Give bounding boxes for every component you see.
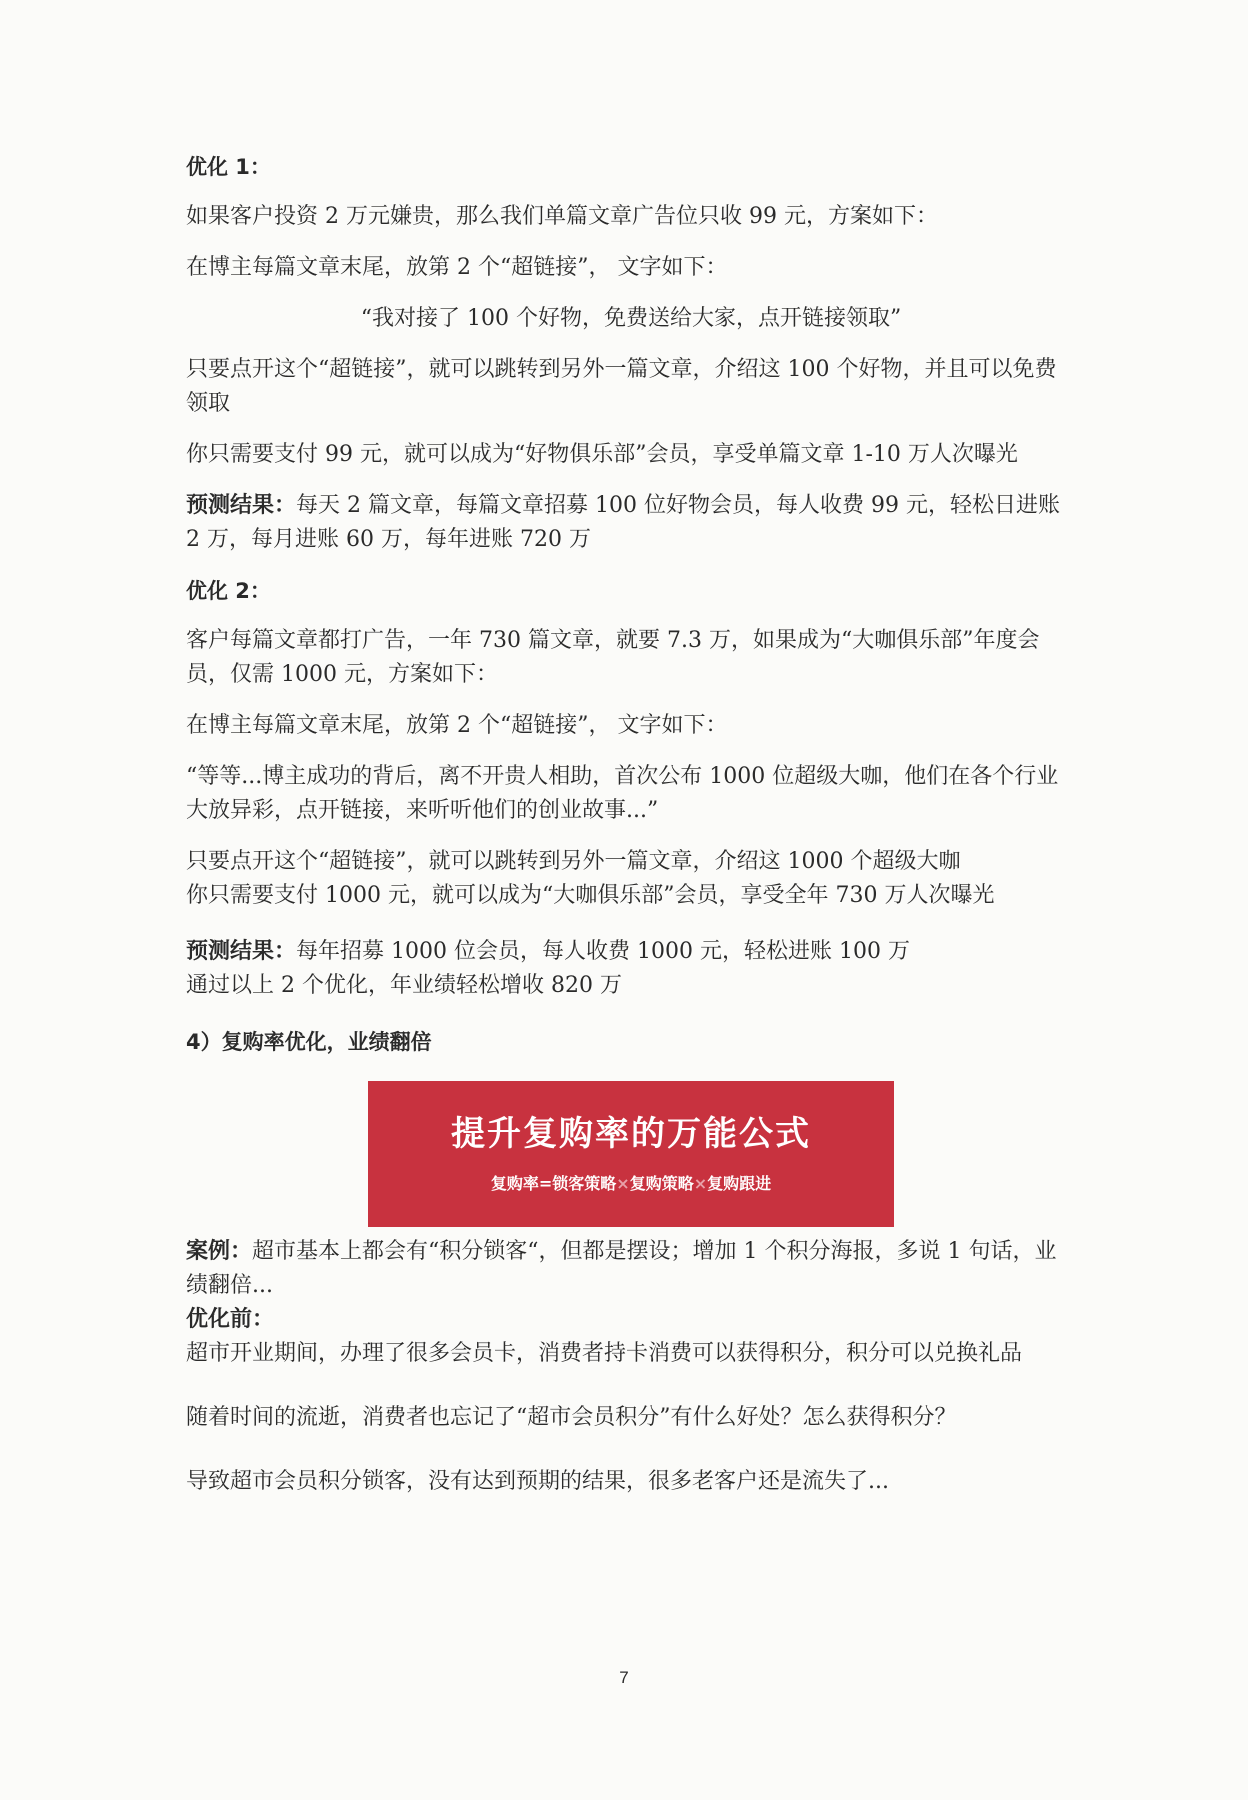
quote: “等等...博主成功的背后，离不开贵人相助，首次公布 1000 位超级大咖，他们在各个行业大放异彩，点开链接，来听听他们的创业故事...” <box>186 764 1059 823</box>
case-paragraph <box>186 1235 1076 1303</box>
paragraph: 在博主每篇文章末尾，放第 2 个“超链接”， 文字如下： <box>186 713 728 738</box>
case-text: 超市基本上都会有“积分锁客“，但都是摆设；增加 1 个积分海报，多说 1 句话，业绩翻倍... <box>186 1239 1057 1298</box>
paragraph: 在博主每篇文章末尾，放第 2 个“超链接”， 文字如下： <box>186 255 728 280</box>
prediction-result <box>186 935 1076 969</box>
banner-formula <box>491 1172 771 1196</box>
page-number: 7 <box>619 1668 629 1687</box>
banner-title: 提升复购率的万能公式 <box>451 1114 811 1154</box>
paragraph: 导致超市会员积分锁客，没有达到预期的结果，很多老客户还是流失了... <box>186 1469 889 1494</box>
multiply-icon: × <box>693 1174 708 1193</box>
formula-part: 复购跟进 <box>707 1174 772 1193</box>
paragraph: 随着时间的流逝，消费者也忘记了“超市会员积分”有什么好处？怎么获得积分？ <box>186 1405 957 1430</box>
paragraph: 如果客户投资 2 万元嫌贵，那么我们单篇文章广告位只收 99 元，方案如下： <box>186 204 938 229</box>
summary: 通过以上 2 个优化，年业绩轻松增收 820 万 <box>186 973 622 998</box>
case-label: 案例： <box>186 1239 253 1264</box>
before-label: 优化前： <box>186 1307 275 1332</box>
section-heading-optimization-2: 优化 2： <box>186 579 271 603</box>
formula-part: 复购率=锁客策略 <box>490 1174 617 1193</box>
result-label: 预测结果： <box>186 493 297 518</box>
paragraph: 你只需要支付 99 元，就可以成为“好物俱乐部”会员，享受单篇文章 1-10 万人次曝光 <box>186 442 1018 467</box>
section-heading-repurchase: 4）复购率优化，业绩翻倍 <box>186 1030 432 1054</box>
section-heading-optimization-1: 优化 1： <box>186 155 271 179</box>
result-text: 每年招募 1000 位会员，每人收费 1000 元，轻松进账 100 万 <box>296 939 910 964</box>
paragraph: 客户每篇文章都打广告，一年 730 篇文章，就要 7.3 万，如果成为“大咖俱乐部”年度会员，仅需 1000 元，方案如下： <box>186 628 1040 687</box>
prediction-result <box>186 489 1076 557</box>
formula-banner <box>368 1081 894 1227</box>
paragraph: 只要点开这个“超链接”，就可以跳转到另外一篇文章，介绍这 100 个好物，并且可以免费领取 <box>186 357 1057 416</box>
paragraph: 超市开业期间，办理了很多会员卡，消费者持卡消费可以获得积分，积分可以兑换礼品 <box>186 1341 1023 1366</box>
paragraph: 只要点开这个“超链接”，就可以跳转到另外一篇文章，介绍这 1000 个超级大咖 <box>186 849 961 874</box>
paragraph: 你只需要支付 1000 元，就可以成为“大咖俱乐部”会员，享受全年 730 万人次曝光 <box>186 883 995 908</box>
result-label: 预测结果： <box>186 939 297 964</box>
formula-part: 复购策略 <box>629 1174 694 1193</box>
quote: “我对接了 100 个好物，免费送给大家，点开链接领取” <box>360 306 902 331</box>
page-content <box>186 150 1076 1499</box>
multiply-icon: × <box>616 1174 630 1193</box>
result-text: 每天 2 篇文章，每篇文章招募 100 位好物会员，每人收费 99 元，轻松日进账 2 万，每月进账 60 万，每年进账 720 万 <box>186 493 1060 552</box>
